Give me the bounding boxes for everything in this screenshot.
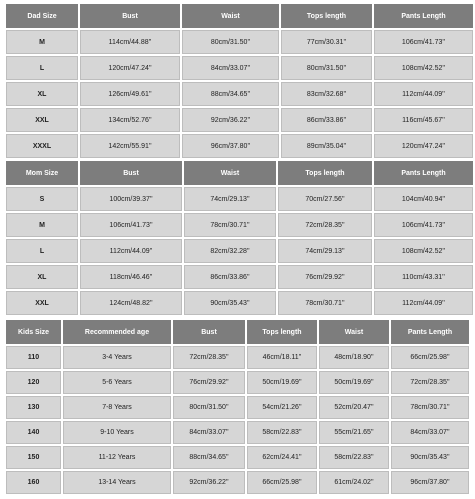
- pants-length-cell: 90cm/35.43'': [391, 446, 469, 469]
- header-bust: Bust: [80, 161, 182, 185]
- table-row: [6, 56, 473, 80]
- header-pants-length: Pants Length: [391, 320, 469, 344]
- size-cell: XXXL: [6, 134, 78, 158]
- bust-cell: 114cm/44.88'': [80, 30, 180, 54]
- age-cell: 3-4 Years: [63, 346, 171, 369]
- header-pants-length: Pants Length: [374, 4, 473, 28]
- bust-cell: 100cm/39.37'': [80, 187, 182, 211]
- size-cell: XL: [6, 82, 78, 106]
- table-header-row: [6, 4, 473, 28]
- pants-length-cell: 106cm/41.73'': [374, 30, 473, 54]
- header-tops-length: Tops length: [281, 4, 372, 28]
- pants-length-cell: 96cm/37.80'': [391, 471, 469, 494]
- dad-size-table: [4, 2, 475, 160]
- tops-length-cell: 58cm/22.83'': [247, 421, 317, 444]
- pants-length-cell: 112cm/44.09'': [374, 291, 473, 315]
- tops-length-cell: 70cm/27.56'': [278, 187, 372, 211]
- table-row: [6, 134, 473, 158]
- table-row: [6, 446, 469, 469]
- pants-length-cell: 66cm/25.98'': [391, 346, 469, 369]
- header-tops-length: Tops length: [278, 161, 372, 185]
- bust-cell: 80cm/31.50'': [173, 396, 245, 419]
- header-mom-size: Mom Size: [6, 161, 78, 185]
- bust-cell: 84cm/33.07'': [173, 421, 245, 444]
- waist-cell: 82cm/32.28'': [184, 239, 276, 263]
- table-row: [6, 396, 469, 419]
- table-row: [6, 187, 473, 211]
- tops-length-cell: 86cm/33.86'': [281, 108, 372, 132]
- age-cell: 5-6 Years: [63, 371, 171, 394]
- table-row: [6, 371, 469, 394]
- tops-length-cell: 66cm/25.98'': [247, 471, 317, 494]
- tops-length-cell: 46cm/18.11'': [247, 346, 317, 369]
- size-cell: L: [6, 56, 78, 80]
- table-row: [6, 213, 473, 237]
- bust-cell: 118cm/46.46'': [80, 265, 182, 289]
- tops-length-cell: 72cm/28.35'': [278, 213, 372, 237]
- bust-cell: 112cm/44.09'': [80, 239, 182, 263]
- pants-length-cell: 108cm/42.52'': [374, 239, 473, 263]
- bust-cell: 72cm/28.35'': [173, 346, 245, 369]
- size-cell: 140: [6, 421, 61, 444]
- size-cell: M: [6, 30, 78, 54]
- waist-cell: 80cm/31.50'': [182, 30, 279, 54]
- tops-length-cell: 78cm/30.71'': [278, 291, 372, 315]
- waist-cell: 48cm/18.90'': [319, 346, 389, 369]
- header-tops-length: Tops length: [247, 320, 317, 344]
- size-cell: XL: [6, 265, 78, 289]
- size-cell: 120: [6, 371, 61, 394]
- waist-cell: 86cm/33.86'': [184, 265, 276, 289]
- waist-cell: 50cm/19.69'': [319, 371, 389, 394]
- table-row: [6, 421, 469, 444]
- size-cell: M: [6, 213, 78, 237]
- tops-length-cell: 76cm/29.92'': [278, 265, 372, 289]
- header-bust: Bust: [80, 4, 180, 28]
- size-cell: 150: [6, 446, 61, 469]
- size-cell: 160: [6, 471, 61, 494]
- tops-length-cell: 62cm/24.41'': [247, 446, 317, 469]
- table-row: [6, 82, 473, 106]
- header-kids-size: Kids Size: [6, 320, 61, 344]
- tops-length-cell: 77cm/30.31'': [281, 30, 372, 54]
- tops-length-cell: 50cm/19.69'': [247, 371, 317, 394]
- bust-cell: 126cm/49.61'': [80, 82, 180, 106]
- table-header-row: [6, 320, 469, 344]
- bust-cell: 134cm/52.76'': [80, 108, 180, 132]
- waist-cell: 61cm/24.02'': [319, 471, 389, 494]
- pants-length-cell: 116cm/45.67'': [374, 108, 473, 132]
- waist-cell: 84cm/33.07'': [182, 56, 279, 80]
- bust-cell: 88cm/34.65'': [173, 446, 245, 469]
- size-cell: S: [6, 187, 78, 211]
- kids-size-table: [4, 318, 471, 496]
- table-row: [6, 108, 473, 132]
- table-row: [6, 291, 473, 315]
- age-cell: 9-10 Years: [63, 421, 171, 444]
- header-dad-size: Dad Size: [6, 4, 78, 28]
- waist-cell: 74cm/29.13'': [184, 187, 276, 211]
- size-cell: XXL: [6, 108, 78, 132]
- age-cell: 11-12 Years: [63, 446, 171, 469]
- header-waist: Waist: [182, 4, 279, 28]
- waist-cell: 92cm/36.22'': [182, 108, 279, 132]
- bust-cell: 76cm/29.92'': [173, 371, 245, 394]
- bust-cell: 92cm/36.22'': [173, 471, 245, 494]
- size-cell: XXL: [6, 291, 78, 315]
- size-cell: L: [6, 239, 78, 263]
- size-cell: 130: [6, 396, 61, 419]
- waist-cell: 58cm/22.83'': [319, 446, 389, 469]
- pants-length-cell: 84cm/33.07'': [391, 421, 469, 444]
- pants-length-cell: 112cm/44.09'': [374, 82, 473, 106]
- table-row: [6, 239, 473, 263]
- header-bust: Bust: [173, 320, 245, 344]
- age-cell: 7-8 Years: [63, 396, 171, 419]
- mom-size-table: [4, 159, 475, 317]
- pants-length-cell: 78cm/30.71'': [391, 396, 469, 419]
- table-row: [6, 471, 469, 494]
- header-waist: Waist: [184, 161, 276, 185]
- table-row: [6, 30, 473, 54]
- tops-length-cell: 83cm/32.68'': [281, 82, 372, 106]
- waist-cell: 55cm/21.65'': [319, 421, 389, 444]
- tops-length-cell: 54cm/21.26'': [247, 396, 317, 419]
- pants-length-cell: 120cm/47.24'': [374, 134, 473, 158]
- header-waist: Waist: [319, 320, 389, 344]
- waist-cell: 88cm/34.65'': [182, 82, 279, 106]
- header-pants-length: Pants Length: [374, 161, 473, 185]
- tops-length-cell: 89cm/35.04'': [281, 134, 372, 158]
- waist-cell: 78cm/30.71'': [184, 213, 276, 237]
- pants-length-cell: 104cm/40.94'': [374, 187, 473, 211]
- pants-length-cell: 106cm/41.73'': [374, 213, 473, 237]
- waist-cell: 52cm/20.47'': [319, 396, 389, 419]
- table-row: [6, 265, 473, 289]
- bust-cell: 142cm/55.91'': [80, 134, 180, 158]
- table-row: [6, 346, 469, 369]
- tops-length-cell: 80cm/31.50'': [281, 56, 372, 80]
- bust-cell: 124cm/48.82'': [80, 291, 182, 315]
- header-recommended-age: Recommended age: [63, 320, 171, 344]
- waist-cell: 90cm/35.43'': [184, 291, 276, 315]
- tops-length-cell: 74cm/29.13'': [278, 239, 372, 263]
- bust-cell: 120cm/47.24'': [80, 56, 180, 80]
- pants-length-cell: 108cm/42.52'': [374, 56, 473, 80]
- size-cell: 110: [6, 346, 61, 369]
- pants-length-cell: 72cm/28.35'': [391, 371, 469, 394]
- age-cell: 13-14 Years: [63, 471, 171, 494]
- table-header-row: [6, 161, 473, 185]
- waist-cell: 96cm/37.80'': [182, 134, 279, 158]
- bust-cell: 106cm/41.73'': [80, 213, 182, 237]
- pants-length-cell: 110cm/43.31'': [374, 265, 473, 289]
